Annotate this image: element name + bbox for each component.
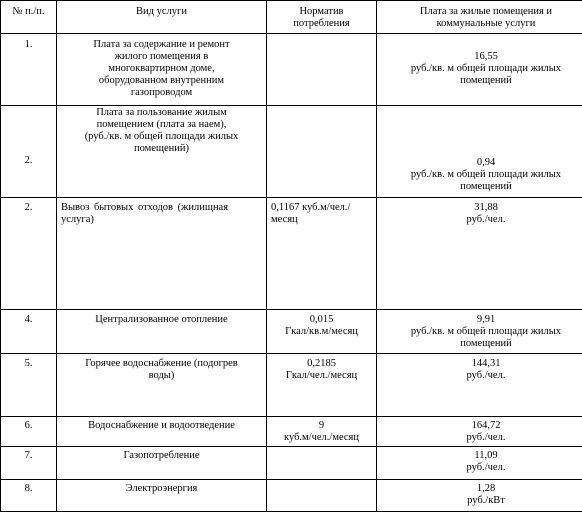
header-fee (377, 1, 582, 34)
service-line: помещением (плата за наем), (96, 119, 227, 130)
row-norm (267, 310, 377, 354)
norm-line: месяц (271, 214, 298, 225)
row-num-text: 2. (24, 202, 33, 213)
service-line: помещений) (133, 143, 190, 154)
fee-line: помещений (460, 75, 512, 86)
table-row (1, 417, 582, 447)
row-fee (377, 310, 582, 354)
service-line: газопроводом (130, 87, 193, 98)
row-fee (377, 354, 582, 417)
row-service (57, 354, 267, 417)
row-norm (267, 198, 377, 310)
service-line: Электроэнергия (125, 483, 198, 494)
row-service (57, 198, 267, 310)
table-row (1, 310, 582, 354)
fee-line: 31,88 (474, 202, 498, 213)
row-num-text: 7. (24, 450, 33, 461)
row-service (57, 310, 267, 354)
row-service (57, 417, 267, 447)
row-num-text: 8. (24, 483, 33, 494)
row-fee (377, 480, 582, 512)
table-row (1, 354, 582, 417)
service-line: Централизованное отопление (95, 314, 228, 325)
row-norm (267, 106, 377, 198)
header-fee-line: Плата за жилые помещения и (419, 6, 553, 17)
fee-line: 9,91 (476, 314, 496, 325)
row-norm (267, 447, 377, 480)
norm-line: Гкал/кв.м/месяц (285, 326, 358, 337)
service-line: воды) (148, 370, 175, 381)
service-line: Плата за содержание и ремонт (93, 39, 230, 50)
row-num-text: 2. (24, 155, 33, 166)
table-row (1, 480, 582, 512)
header-norm-line: потребления (293, 18, 350, 29)
row-fee (377, 106, 582, 198)
table-row (1, 34, 582, 106)
service-line: Горячее водоснабжение (подогрев (85, 358, 238, 369)
fee-line: руб./кв. м общей площади жилых (410, 169, 562, 180)
norm-line: Гкал/чел./месяц (285, 370, 358, 381)
service-line: Водоснабжение и водоотведение (88, 420, 235, 431)
table-row (1, 447, 582, 480)
row-num (1, 34, 57, 106)
header-service (57, 1, 267, 34)
fee-line: 164,72 (471, 420, 501, 431)
row-service (57, 106, 267, 198)
fee-line: руб./чел. (466, 462, 506, 473)
fee-line: помещений (460, 181, 512, 192)
table-header-row (1, 1, 582, 34)
norm-line: 0,2185 (307, 358, 336, 369)
fee-line: помещений (460, 338, 512, 349)
row-num-text: 6. (24, 420, 33, 431)
fee-line: руб./чел. (466, 214, 506, 225)
row-num-text: 5. (24, 358, 33, 369)
table-row (1, 106, 582, 198)
row-num (1, 480, 57, 512)
fee-line: руб./кв. м общей площади жилых (410, 63, 562, 74)
row-norm (267, 354, 377, 417)
row-fee (377, 34, 582, 106)
header-norm (267, 1, 377, 34)
row-num (1, 354, 57, 417)
service-line: Газопотребление (123, 450, 200, 461)
row-num (1, 198, 57, 310)
fee-line: руб./чел. (466, 370, 506, 381)
fee-line: руб./кВт (467, 495, 505, 506)
service-line: многоквартирном доме, (108, 63, 215, 74)
row-num-text: 1. (24, 39, 33, 50)
service-line: жилого помещения в (114, 51, 209, 62)
row-fee (377, 417, 582, 447)
fee-line: руб./кв. м общей площади жилых (410, 326, 562, 337)
row-norm (267, 34, 377, 106)
header-fee-line: коммунальные услуги (436, 18, 536, 29)
header-service-text: Вид услуги (136, 6, 187, 17)
norm-line: куб.м/чел./месяц (284, 432, 359, 443)
row-num (1, 106, 57, 198)
norm-line: 0,015 (309, 314, 334, 325)
service-line: Плата за пользование жилым (96, 107, 227, 118)
fee-line: руб./чел. (466, 432, 506, 443)
service-line: услуга) (61, 214, 94, 225)
header-norm-line: Норматив (299, 6, 344, 17)
norm-line: 0,1167 куб.м/чел./ (271, 202, 351, 213)
header-num (1, 1, 57, 34)
row-service (57, 480, 267, 512)
row-norm (267, 480, 377, 512)
row-fee (377, 447, 582, 480)
row-num-text: 4. (24, 314, 33, 325)
service-line: (руб./кв. м общей площади жилых (84, 131, 239, 142)
row-num (1, 447, 57, 480)
fee-line: 1,28 (476, 483, 496, 494)
row-num (1, 310, 57, 354)
header-num-text: № п./п. (12, 6, 45, 17)
service-line: оборудованном внутренним (98, 75, 225, 86)
fee-line: 0,94 (476, 157, 496, 168)
row-fee (377, 198, 582, 310)
fee-line: 144,31 (471, 358, 501, 369)
service-line: Вывоз бытовых отходов (жилищная (61, 202, 229, 213)
row-service (57, 447, 267, 480)
fee-line: 16,55 (474, 51, 498, 62)
row-num (1, 417, 57, 447)
fee-line: 11,09 (474, 450, 498, 461)
table-row (1, 198, 582, 310)
row-norm (267, 417, 377, 447)
row-service (57, 34, 267, 106)
norm-line: 9 (318, 420, 325, 431)
